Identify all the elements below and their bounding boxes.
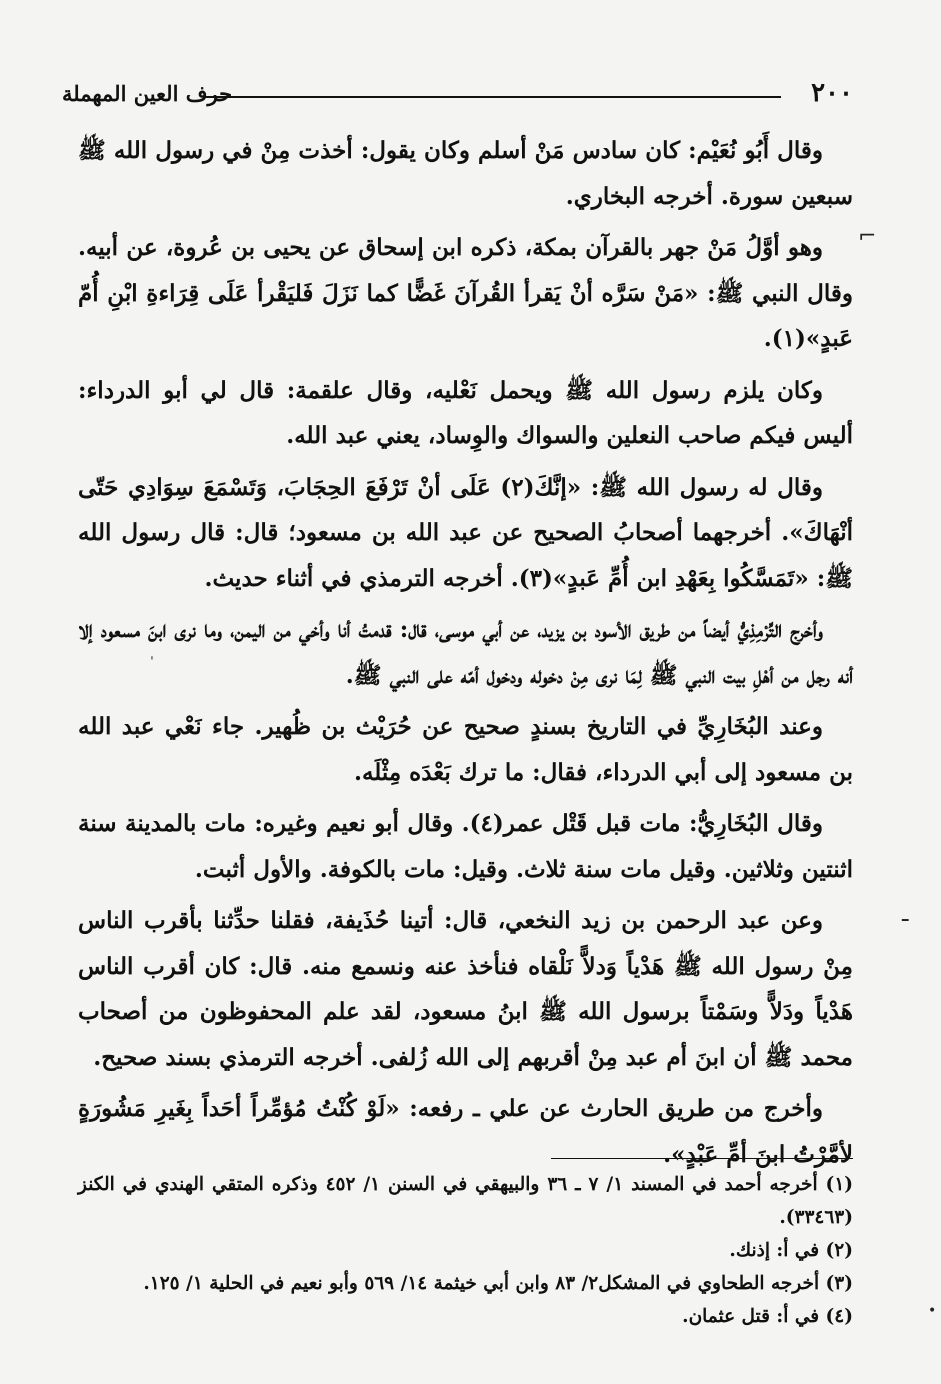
paragraph: وقال أَبُو نُعَيْم: كان سادس مَنْ أسلم وكان يقول: أخذت مِنْ في رسول الله ﷺ سبعين سورة. أخرجه البخاري. <box>78 137 853 210</box>
paragraph: وعن عبد الرحمن بن زيد النخعي، قال: أتينا حُذَيفة، فقلنا حدِّثنا بأقرب الناس مِنْ رسول الله ﷺ هَدْياً وَدلاًّ نَلْقاه فنأخذ عنه ونسمع منه. قال: كان أقرب الناس هَدْياً ودَلاًّ وسَمْتاً برسول الله ﷺ ابنُ مسعود، لقد علم المحفوظون من أصحاب محمد ﷺ أن ابنَ أم عبد مِنْ أقربهم إلى الله زُلفى. أخرجه الترمذي بسند صحيح. <box>78 907 853 1071</box>
main-text <box>78 128 853 1183</box>
margin-pen-mark: ـ <box>902 902 909 927</box>
paragraph: وكان يلزم رسول الله ﷺ ويحمل نَعْليه، وقال علقمة: قال لي أبو الدرداء: أليس فيكم صاحب النعلين والسواك والوِساد، يعني عبد الله. <box>78 376 853 449</box>
page-header <box>62 78 853 112</box>
footnote: (١) أخرجه أحمد في المسند ١/ ٧ ـ ٣٦ والبيهقي في السنن ١/ ٤٥٢ وذكره المتقي الهندي في الكنز (٣٣٤٦٣). <box>78 1174 854 1228</box>
header-rule <box>204 96 781 98</box>
page-number: ٢٠٠ <box>811 78 853 108</box>
footnote: (٢) في أ: إذنك. <box>729 1240 853 1261</box>
footnote: (٤) في أ: قتل عثمان. <box>682 1306 853 1327</box>
paragraph: وقال له رسول الله ﷺ: «إنَّكَ(٢) عَلَى أنْ تَرْفَعَ الحِجَابَ، وَتَسْمَعَ سِوَادِي حَتّى أنْهَاكَ». أخرجهما أصحابُ الصحيح عن عبد الله بن مسعود؛ قال: قال رسول الله ﷺ: «تَمَسَّكُوا بِعَهْدِ ابن أُمِّ عَبدٍ»(٣). أخرجه الترمذي في أثناء حديث. <box>78 473 853 592</box>
footnote-rule <box>551 1158 853 1159</box>
paragraph: وهو أوَّلُ مَنْ جهر بالقرآن بمكة، ذكره ابن إسحاق عن يحيى بن عُروة، عن أبيه. وقال النبي ﷺ: «مَنْ سَرَّه أنْ يَقرأ القُرآنَ غَضًّا كما نَزَلَ فَليَقْرأ عَلَى قِرَاءةِ ابْنِ أُمّ عَبدٍ»(١). <box>78 234 853 352</box>
scan-speck: • <box>928 1303 937 1319</box>
footnotes <box>78 1168 853 1333</box>
paragraph: وأخرج من طريق الحارث عن علي ـ رفعه: «لَوْ كُنْتُ مُؤمِّراً أحَداً بِغَيرِ مَشُورَةٍ لأمَّرْتُ ابنَ أمِّ عَبْدٍ». <box>78 1095 853 1168</box>
scan-speck: ˈ <box>150 655 154 671</box>
paragraph: وقال البُخَارِيُّ: مات قبل قَتْل عمر(٤). وقال أبو نعيم وغيره: مات بالمدينة سنة اثنتين وثلاثين. وقيل مات سنة ثلاث. وقيل: مات بالكوفة. والأول أثبت. <box>78 810 853 883</box>
margin-pen-mark: ⌐ <box>858 224 877 249</box>
footnote: (٣) أخرجه الطحاوي في المشكل٢/ ٨٣ وابن أبي خيثمة ١٤/ ٥٦٩ وأبو نعيم في الحلية ١/ ١٢٥. <box>143 1273 853 1294</box>
paragraph: وعند البُخَارِيِّ في التاريخ بسندٍ صحيح عن حُرَيْث بن ظُهير. جاء نَعْي عبد الله بن مسعود إلى أبي الدرداء، فقال: ما ترك بَعْدَه مِثْلَه. <box>78 713 853 786</box>
running-title: حرف العين المهملة <box>62 81 233 106</box>
paragraph: وأخرج التِّرْمِذِيُّ أيضاً من طريق الأسود بن يزيد، عن أبي موسى، قال: قدمتُ أنا وأخي من اليمن، وما نرى ابنَ مسعود إلا أنه رجل من أهْلِ بيت النبي ﷺ لِمَا نرى مِنْ دخوله ودخول أمّه على النبي ﷺ. <box>78 616 853 689</box>
